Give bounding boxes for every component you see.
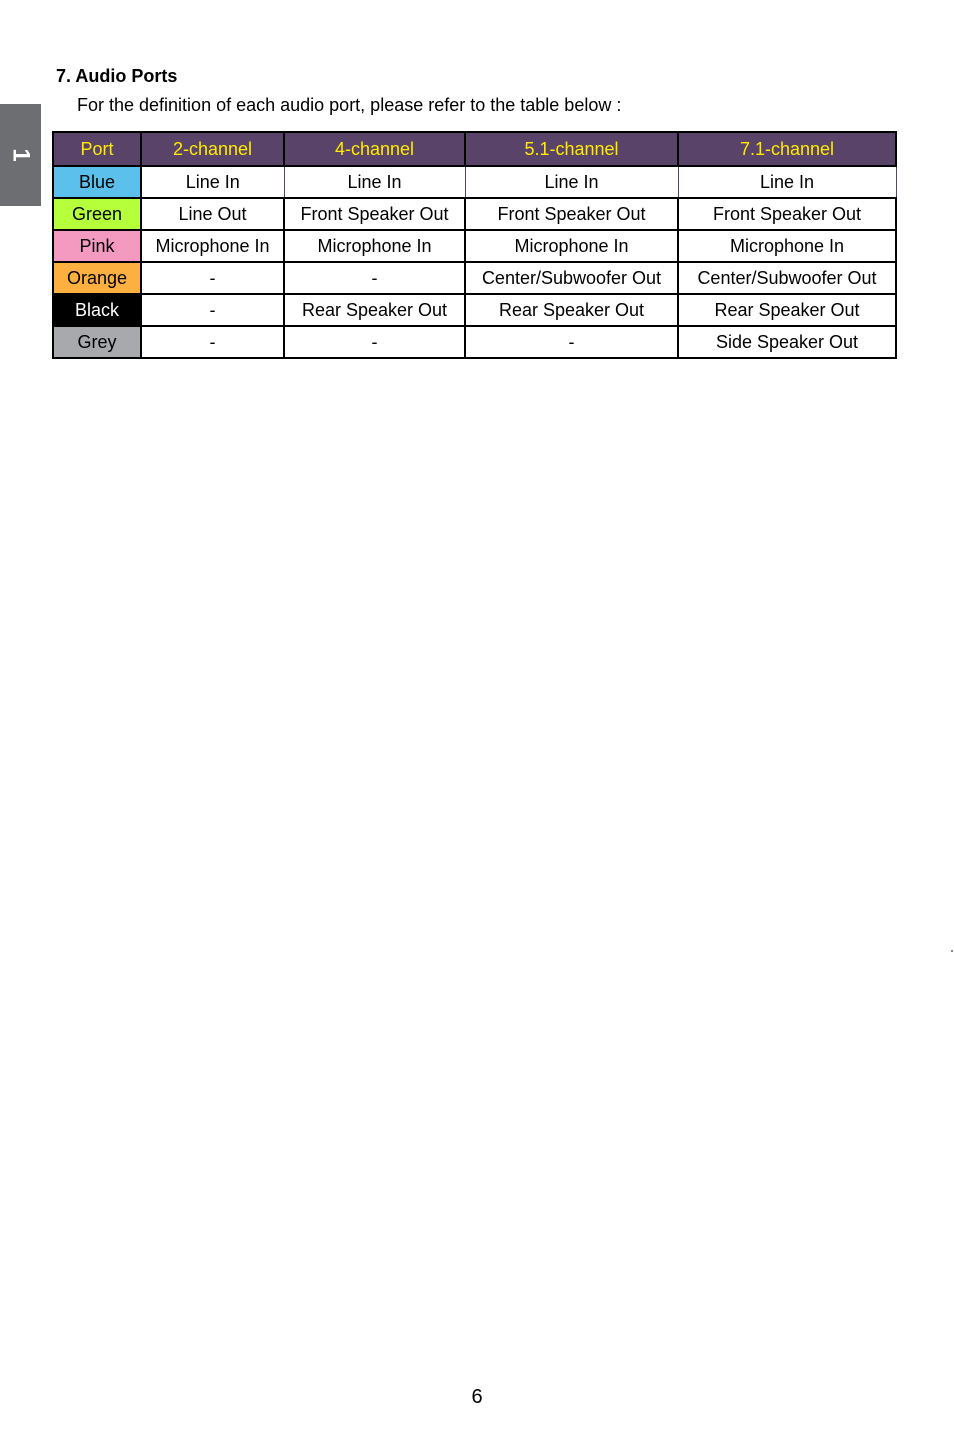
port-color-cell: Orange [53, 262, 141, 294]
table-row [53, 262, 896, 294]
table-cell: Line In [141, 166, 284, 198]
table-cell: - [141, 326, 284, 358]
page-number: 6 [471, 1386, 483, 1408]
port-color-cell: Black [53, 294, 141, 326]
table-cell: Side Speaker Out [678, 326, 896, 358]
port-color-cell: Pink [53, 230, 141, 262]
header-4-channel: 4-channel [284, 132, 465, 166]
table-cell: Rear Speaker Out [678, 294, 896, 326]
table-cell: Microphone In [678, 230, 896, 262]
header-2-channel: 2-channel [141, 132, 284, 166]
table-cell: Rear Speaker Out [465, 294, 678, 326]
table-cell: Line In [465, 166, 678, 198]
table-cell: Microphone In [141, 230, 284, 262]
table-cell: - [141, 262, 284, 294]
table-cell: Line Out [141, 198, 284, 230]
table-header-row [53, 132, 896, 166]
table-cell: Front Speaker Out [678, 198, 896, 230]
chapter-tab-label: 1 [7, 148, 35, 162]
port-color-cell: Blue [53, 166, 141, 198]
port-color-cell: Green [53, 198, 141, 230]
table-cell: Front Speaker Out [284, 198, 465, 230]
table-row [53, 326, 896, 358]
chapter-tab [0, 104, 41, 206]
table-cell: Front Speaker Out [465, 198, 678, 230]
table-cell: Microphone In [465, 230, 678, 262]
table-row [53, 166, 896, 198]
table-row [53, 294, 896, 326]
audio-ports-table [52, 131, 897, 359]
header-port: Port [53, 132, 141, 166]
port-color-cell: Grey [53, 326, 141, 358]
section-title: 7. Audio Ports [56, 66, 178, 86]
table-cell: - [141, 294, 284, 326]
table-cell: Line In [284, 166, 465, 198]
header-5-1-channel: 5.1-channel [465, 132, 678, 166]
table-cell: - [284, 262, 465, 294]
table-cell: Center/Subwoofer Out [678, 262, 896, 294]
table-cell: - [284, 326, 465, 358]
table-row [53, 198, 896, 230]
table-cell: - [465, 326, 678, 358]
table-cell: Center/Subwoofer Out [465, 262, 678, 294]
stray-mark [951, 950, 953, 952]
table-cell: Rear Speaker Out [284, 294, 465, 326]
section-intro: For the definition of each audio port, please refer to the table below : [77, 95, 622, 115]
header-7-1-channel: 7.1-channel [678, 132, 896, 166]
table-cell: Line In [678, 166, 896, 198]
table-row [53, 230, 896, 262]
table-cell: Microphone In [284, 230, 465, 262]
